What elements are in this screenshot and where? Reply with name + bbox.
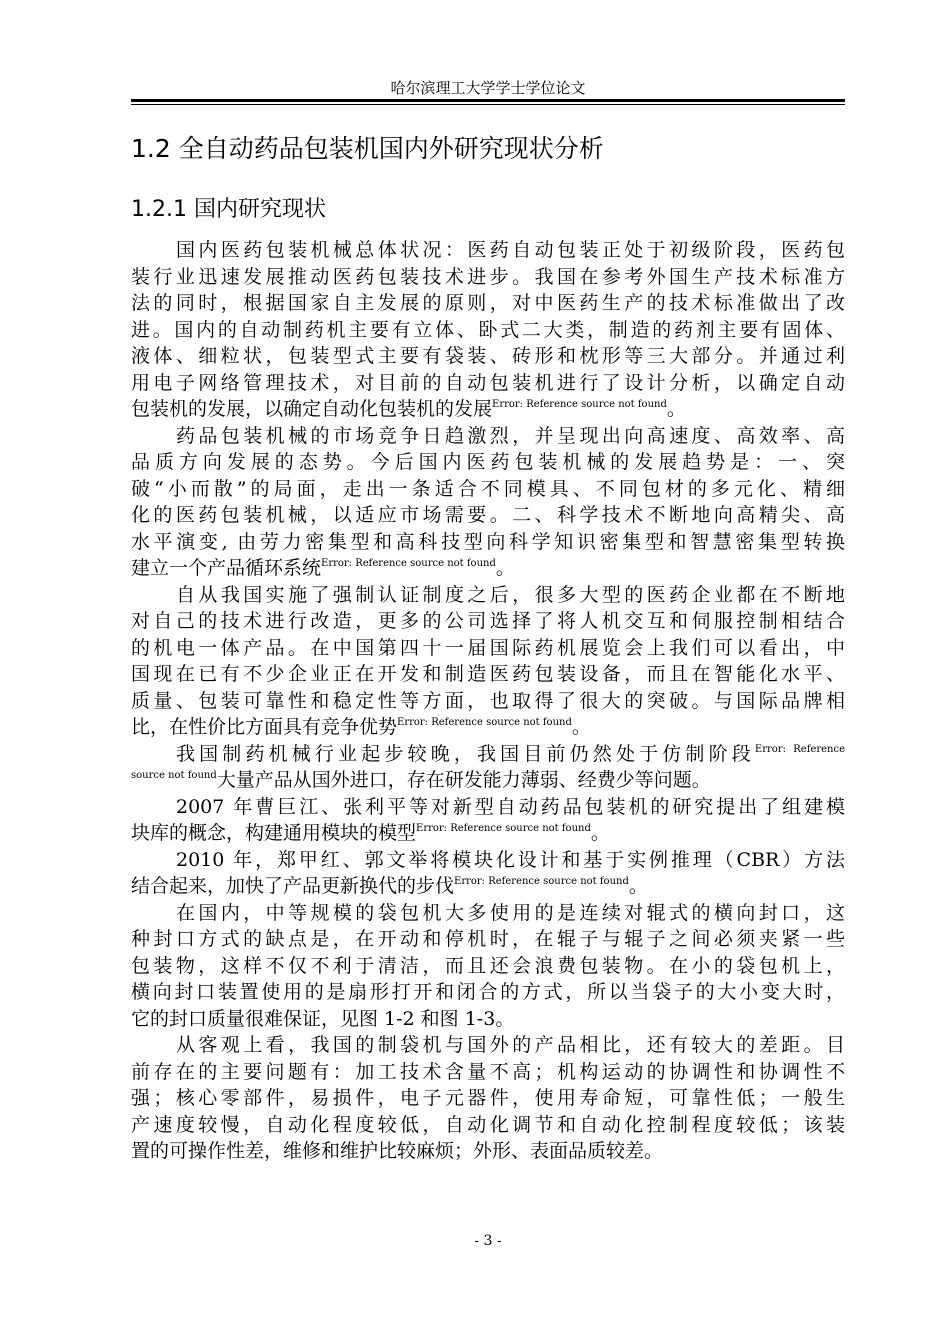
paragraph — [131, 237, 845, 423]
header-rule-thin — [131, 104, 845, 105]
text-segment: 包装机的发展，以确定自动化包装机的发展 — [131, 398, 493, 420]
text-line — [131, 290, 845, 317]
text-segment: 的机电一体产品。在中国第四十一届国际药机展览会上我们可以看出，中 — [131, 636, 845, 659]
header-rule-thick — [131, 99, 845, 102]
text-line — [131, 555, 845, 582]
text-line — [131, 847, 845, 874]
paragraph — [131, 794, 845, 847]
text-segment: 法的同时，根据国家自主发展的原则，对中医药生产的技术标准做出了改 — [131, 292, 845, 314]
text-segment: 国现在已有不少企业正在开发和制造医药包装设备，而且在智能化水平、 — [131, 663, 845, 685]
text-segment: 装行业迅速发展推动医药包装技术进步。我国在参考外国生产技术标准方 — [131, 265, 845, 288]
text-segment: 。 — [571, 716, 591, 738]
text-line — [131, 476, 845, 503]
text-line — [131, 661, 845, 688]
text-line — [131, 714, 845, 741]
paragraph — [131, 1032, 845, 1165]
text-segment: 横向封口装置使用的是扇形打开和闭合的方式，所以当袋子的大小变大时， — [131, 981, 845, 1003]
text-segment: 对自己的技术进行改造，更多的公司选择了将人机交互和伺服控制相结合 — [131, 610, 845, 632]
text-line — [131, 873, 845, 900]
text-segment: 它的封口质量很难保证，见图 1-2 和图 1-3。 — [131, 1007, 515, 1030]
text-segment: 种封口方式的缺点是，在开动和停机时，在辊子与辊子之间必须夹紧一些 — [131, 928, 845, 950]
text-segment: 化的医药包装机械，以适应市场需要。二、科学技术不断地向高精尖、高 — [131, 504, 845, 526]
text-segment: 包装物，这样不仅不利于清洁，而且还会浪费包装物。在小的袋包机上， — [131, 954, 845, 977]
reference-error-marker: Error: Reference source not found — [321, 558, 496, 569]
reference-error-marker: Error: Reference source not found — [416, 823, 591, 834]
reference-error-marker: Error: Reference — [754, 743, 845, 755]
text-segment: 品质方向发展的态势。今后国内医药包装机械的发展趋势是：一、突 — [131, 451, 845, 473]
page-number: - 3 - — [474, 1233, 502, 1249]
text-line — [131, 1138, 845, 1165]
text-segment: 。 — [590, 822, 610, 844]
paragraph — [131, 900, 845, 1033]
text-line — [131, 529, 845, 556]
text-line — [131, 343, 845, 370]
text-segment: 大量产品从国外进口，存在研发能力薄弱、经费少等问题。 — [216, 769, 711, 791]
text-segment: 我国制药机械行业起步较晚，我国目前仍然处于仿制阶段 — [176, 742, 755, 765]
paragraph — [131, 847, 845, 900]
text-line — [131, 1085, 845, 1112]
text-line — [131, 741, 845, 768]
text-line — [131, 1032, 845, 1059]
text-line — [131, 688, 845, 715]
text-segment: 。 — [666, 398, 686, 420]
text-line — [131, 794, 845, 821]
reference-error-marker: source not found — [131, 770, 217, 781]
reference-error-marker: Error: Reference source not found — [454, 876, 629, 887]
body-text — [131, 237, 845, 1165]
text-segment: 建立一个产品循环系统 — [131, 557, 322, 579]
reference-error-marker: Error: Reference source not found — [492, 399, 667, 410]
text-line — [131, 820, 845, 847]
paragraph — [131, 741, 845, 794]
text-segment: 前存在的主要问题有：加工技术含量不高；机构运动的协调性和协调性不 — [131, 1060, 845, 1083]
text-segment: 进。国内的自动制药机主要有立体、卧式二大类，制造的药剂主要有固体、 — [131, 318, 845, 341]
text-segment: 药品包装机械的市场竞争日趋激烈，并呈现出向高速度、高效率、高 — [176, 424, 845, 447]
text-line — [131, 582, 845, 609]
text-segment: 结合起来，加快了产品更新换代的步伐 — [131, 875, 455, 897]
section-heading: 1.2 全自动药品包装机国内外研究现状分析 — [131, 134, 604, 163]
text-line — [131, 900, 845, 927]
text-line — [131, 953, 845, 980]
paragraph — [131, 582, 845, 741]
text-line — [131, 370, 845, 397]
text-segment: 2010 年，郑甲红、郭文举将模块化设计和基于实例推理（CBR）方法 — [176, 848, 845, 871]
text-segment: 产速度较慢，自动化程度较低，自动化调节和自动化控制程度较低；该装 — [131, 1113, 845, 1136]
text-line — [131, 502, 845, 529]
subsection-heading: 1.2.1 国内研究现状 — [131, 197, 326, 222]
text-line — [131, 767, 845, 794]
text-line — [131, 1006, 845, 1033]
text-line — [131, 1059, 845, 1086]
text-segment: 国内医药包装机械总体状况：医药自动包装正处于初级阶段，医药包 — [176, 239, 845, 261]
text-segment: 液体、细粒状，包装型式主要有袋装、砖形和枕形等三大部分。并通过利 — [131, 345, 845, 367]
text-segment: 破“小而散”的局面，走出一条适合不同模具、不同包材的多元化、精细 — [131, 477, 845, 500]
text-line — [131, 979, 845, 1006]
text-segment: 在国内，中等规模的袋包机大多使用的是连续对辊式的横向封口，这 — [176, 901, 845, 924]
reference-error-marker: Error: Reference source not found — [397, 717, 572, 728]
text-line — [131, 1112, 845, 1139]
text-segment: 强；核心零部件，易损件，电子元器件，使用寿命短，可靠性低；一般生 — [131, 1087, 845, 1109]
text-line — [131, 449, 845, 476]
text-segment: 2007 年曹巨江、张利平等对新型自动药品包装机的研究提出了组建模 — [176, 795, 845, 818]
text-segment: 自从我国实施了强制认证制度之后，很多大型的医药企业都在不断地 — [176, 583, 845, 606]
text-line — [131, 608, 845, 635]
text-segment: 。 — [628, 875, 648, 897]
text-segment: 水平演变, 由劳力密集型和高科技型向科学知识密集型和智慧密集型转换 — [131, 530, 845, 553]
text-line — [131, 926, 845, 953]
text-segment: 质量、包装可靠性和稳定性等方面，也取得了很大的突破。与国际品牌相 — [131, 689, 845, 712]
text-segment: 用电子网络管理技术，对目前的自动包装机进行了设计分析，以确定自动 — [131, 371, 845, 394]
text-segment: 块库的概念，构建通用模块的模型 — [131, 822, 417, 844]
text-segment: 。 — [495, 557, 515, 579]
running-header: 哈尔滨理工大学学士学位论文 — [390, 79, 586, 97]
text-line — [131, 635, 845, 662]
text-segment: 比，在性价比方面具有竞争优势 — [131, 716, 398, 738]
paragraph — [131, 423, 845, 582]
text-line — [131, 237, 845, 264]
text-line — [131, 396, 845, 423]
text-segment: 置的可操作性差，维修和维护比较麻烦；外形、表面品质较差。 — [131, 1140, 664, 1162]
text-line — [131, 423, 845, 450]
text-segment: 从客观上看，我国的制袋机与国外的产品相比，还有较大的差距。目 — [176, 1034, 845, 1056]
text-line — [131, 317, 845, 344]
text-line — [131, 264, 845, 291]
